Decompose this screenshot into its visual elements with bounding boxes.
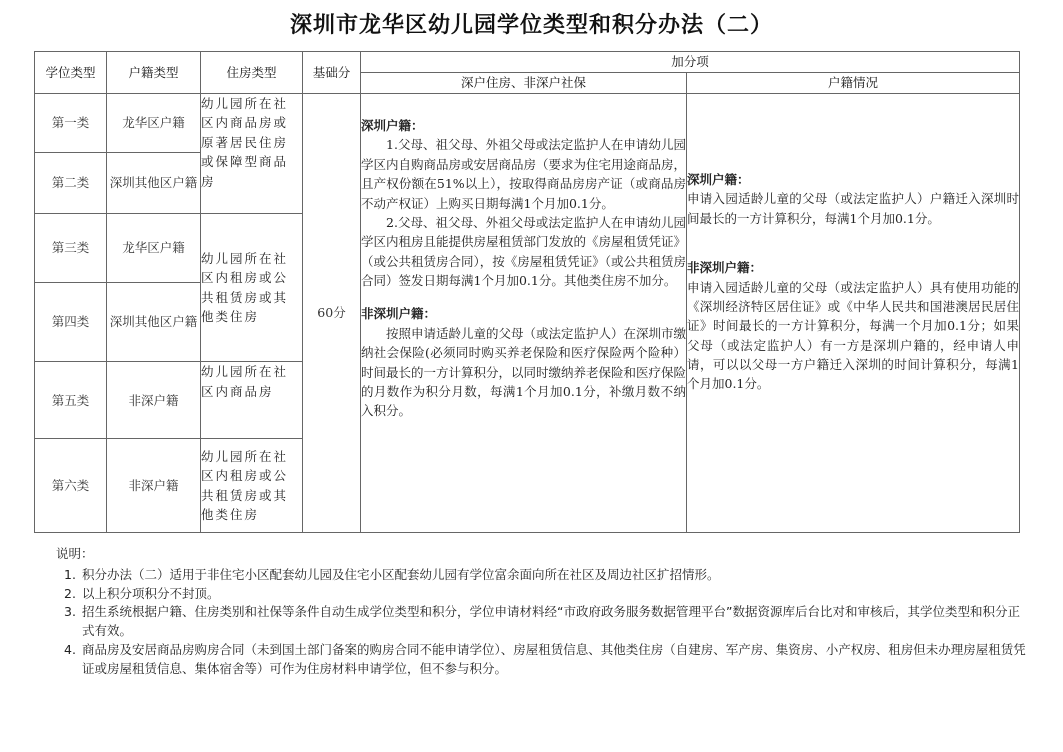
note-item: [64, 603, 1026, 641]
note-item: [64, 566, 1026, 585]
row-hukou: 龙华区户籍: [107, 94, 201, 153]
note-text: 招生系统根据户籍、住房类别和社保等条件自动生成学位类型和积分，学位申请材料经“市政府政务服务数据管理平台”数据资源库后台比对和审核后，其学位类型和积分正式有效。: [82, 604, 1020, 638]
bonus-sz-heading: 深圳户籍：: [361, 118, 424, 134]
row-hukou: 深圳其他区户籍: [107, 152, 201, 213]
row-hukou: 龙华区户籍: [107, 213, 201, 282]
row-category: 第四类: [35, 283, 107, 362]
row-hukou: 非深户籍: [107, 439, 201, 533]
row-hukou: 非深户籍: [107, 362, 201, 439]
page-title: 深圳市龙华区幼儿园学位类型和积分办法（二）: [289, 13, 773, 38]
notes-section: [56, 545, 1026, 678]
bonus-non-sz-heading: 非深圳户籍：: [361, 306, 437, 322]
row-category: 第三类: [35, 213, 107, 282]
notes-heading: 说明：: [56, 546, 94, 561]
header-hukou: 户籍类型: [107, 52, 201, 94]
housing-type: 幼儿园所在社区内租房或公共租赁房或其他类住房: [201, 439, 303, 533]
bonus-sz-rule-2: 2.父母、祖父母、外祖父母或法定监护人在申请幼儿园学区内租房且能提供房屋租赁部门发放的《房屋租赁凭证》（或公共租赁房合同），按《房屋租赁凭证》（或公共租赁房合同）签发日期每满1个月加0.1分。其他类住房不加分。: [361, 214, 687, 289]
bonus-sz-rule-1: 1.父母、祖父母、外祖父母或法定监护人在申请幼儿园学区内自购商品房或安居商品房（要求为住宅用途商品房，且产权份额在51%以上），按取得商品房房产证（或商品房不动产权证）上购买日期每满1个月加0.1分。: [361, 137, 687, 211]
note-text: 商品房及安居商品房购房合同（未到国土部门备案的购房合同不能申请学位）、房屋租赁信息、其他类住房（自建房、军产房、集资房、小产权房、租房但未办理房屋租赁凭证或房屋租赁信息、集体宿舍等）可作为住房材料申请学位，但不参与积分。: [82, 641, 1026, 676]
row-hukou: 深圳其他区户籍: [107, 283, 201, 362]
row-category: 第二类: [35, 152, 107, 213]
row-category: 第六类: [35, 439, 107, 533]
header-housing: 住房类型: [201, 52, 303, 94]
header-category: 学位类型: [35, 52, 107, 94]
row-category: 第一类: [35, 94, 107, 153]
header-bonus-hukou: 户籍情况: [687, 73, 1020, 94]
hukou-non-sz-rule: 申请入园适龄儿童的父母（或法定监护人）具有使用功能的《深圳经济特区居住证》或《中华人民共和国港澳居民居住证》时间最长的一方计算积分，每满一个月加0.1分；如果父母（或法定监护人）有一方是深圳户籍的，经申请人申请，可以以父母一方户籍迁入深圳的时间计算积分，每满1个月加0.1分。: [687, 279, 1020, 392]
note-number: 1.: [64, 566, 76, 582]
bonus-housing-cell: [361, 94, 687, 533]
note-text: 以上积分项积分不封顶。: [82, 585, 220, 601]
points-table: [34, 51, 1020, 533]
bonus-non-sz-rule: 按照申请适龄儿童的父母（或法定监护人）在深圳市缴纳社会保险(必须同时购买养老保险和医疗保险两个险种）时间最长的一方计算积分，以同时缴纳养老保险和医疗保险的月数作为积分月数，每满1个月加0.1分，补缴月数不纳入积分。: [361, 325, 687, 419]
note-number: 3.: [64, 604, 76, 620]
bonus-hukou-cell: [687, 94, 1020, 533]
note-number: 4.: [64, 641, 76, 657]
header-base-score: 基础分: [303, 52, 361, 94]
hukou-sz-heading: 深圳户籍：: [687, 172, 750, 188]
row-category: 第五类: [35, 362, 107, 439]
housing-type: 幼儿园所在社区内租房或公共租赁房或其他类住房: [201, 213, 303, 361]
housing-type: 幼儿园所在社区内商品房或原著居民住房或保障型商品房: [201, 94, 303, 214]
note-item: [64, 585, 1026, 604]
header-bonus-housing: 深户住房、非深户社保: [361, 73, 687, 94]
base-score: 60分: [303, 94, 361, 533]
note-item: [64, 641, 1026, 679]
header-bonus: 加分项: [361, 52, 1020, 73]
hukou-non-sz-heading: 非深圳户籍：: [687, 260, 763, 276]
housing-type: 幼儿园所在社区内商品房: [201, 362, 303, 439]
note-number: 2.: [64, 585, 76, 601]
note-text: 积分办法（二）适用于非住宅小区配套幼儿园及住宅小区配套幼儿园有学位富余面向所在社区及周边社区扩招情形。: [82, 566, 720, 582]
hukou-sz-rule: 申请入园适龄儿童的父母（或法定监护人）户籍迁入深圳时间最长的一方计算积分，每满1个月加0.1分。: [687, 191, 1020, 226]
table-row: [35, 94, 1020, 153]
